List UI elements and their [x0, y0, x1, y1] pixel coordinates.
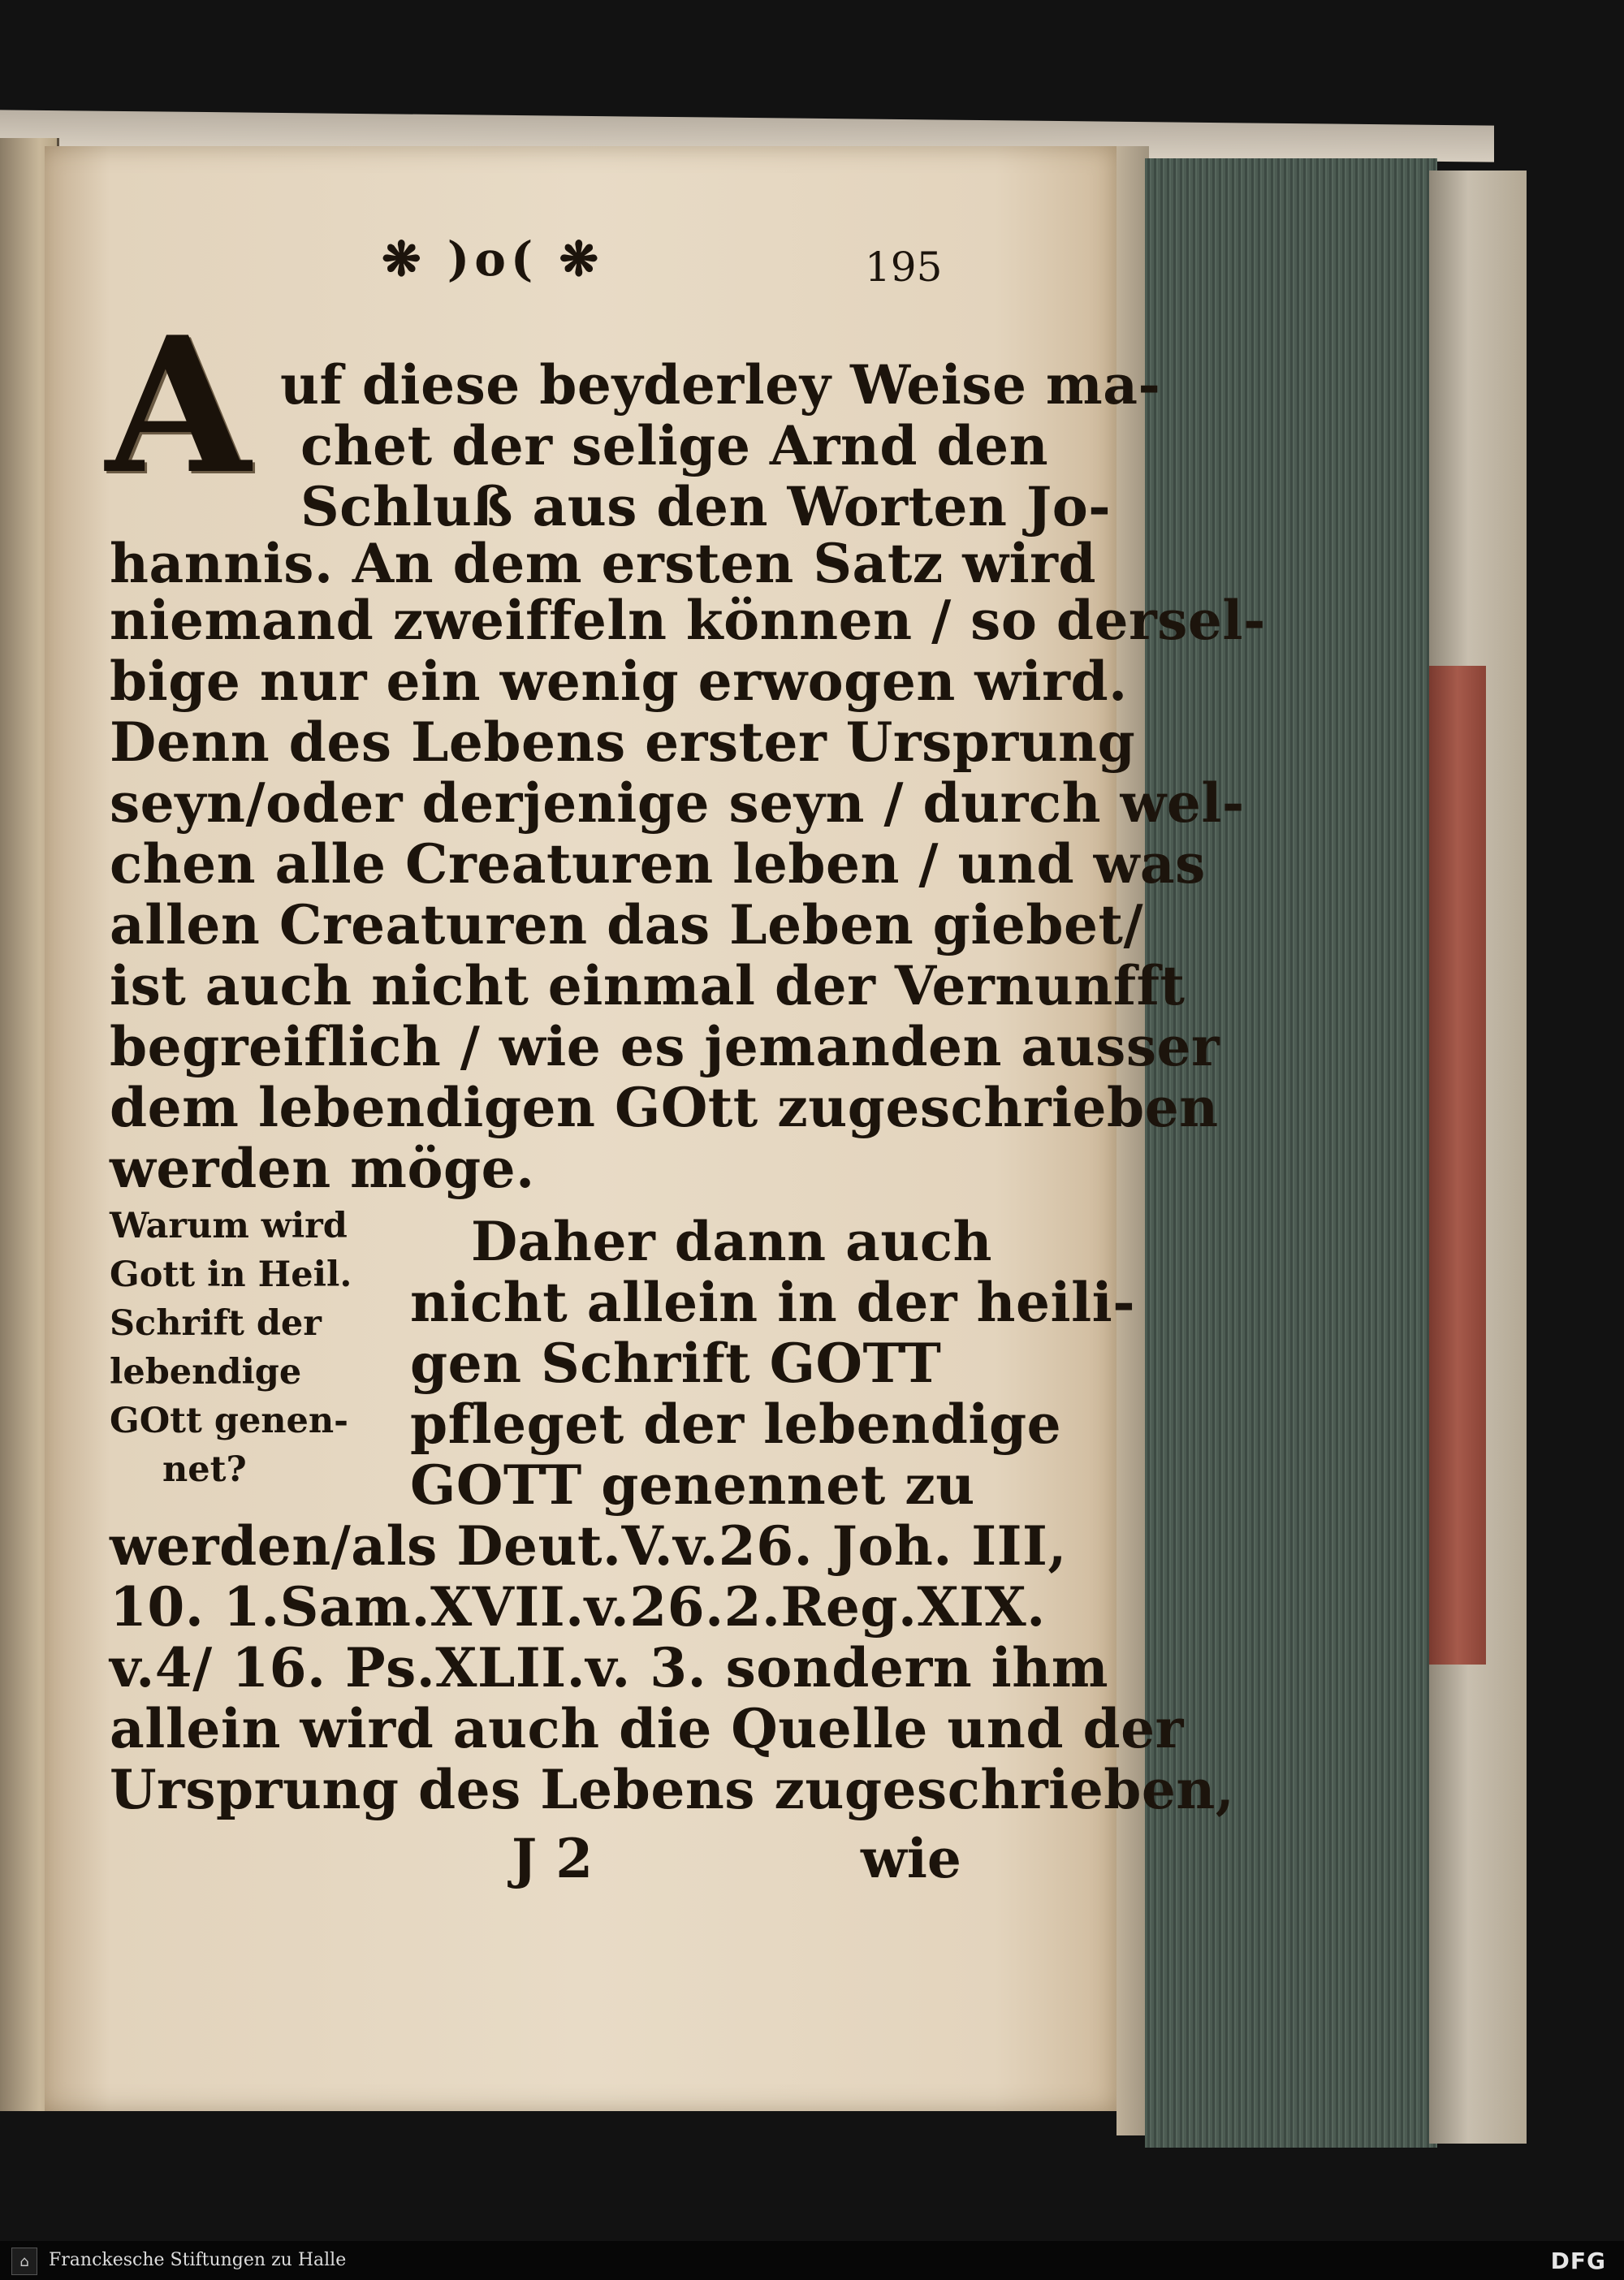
text-line: werden/als Deut.V.v.26. Joh. III, [110, 1514, 1067, 1578]
text-line: niemand zweiffeln können / so dersel- [110, 589, 1266, 652]
text-line: chet der selige Arnd den [300, 414, 1049, 477]
text-line: pfleget der lebendige [410, 1393, 1062, 1456]
margin-note-line: Gott in Heil. [110, 1254, 352, 1295]
margin-note-line: Schrift der [110, 1303, 322, 1344]
margin-note-line: net? [162, 1449, 247, 1490]
page-gutter-edge [1116, 146, 1149, 2135]
margin-note-line: Warum wird [110, 1206, 348, 1246]
text-line: uf diese beyderley Weise ma- [280, 353, 1161, 417]
institution-name: Franckesche Stiftungen zu Halle [49, 2250, 347, 2270]
text-line: ist auch nicht einmal der Vernunfft [110, 954, 1186, 1017]
text-line: dem lebendigen GOtt zugeschrieben [110, 1076, 1219, 1139]
text-line: chen alle Creaturen leben / und was [110, 832, 1206, 896]
viewer-footer [0, 2241, 1624, 2280]
text-line: allein wird auch die Quelle und der [110, 1697, 1184, 1760]
text-line: Schluß aus den Worten Jo- [300, 475, 1112, 538]
text-line: GOTT genennet zu [410, 1453, 975, 1517]
signature-mark: J 2 [512, 1827, 594, 1890]
text-block-edges [1145, 158, 1437, 2148]
margin-note-line: GOtt genen- [110, 1401, 349, 1441]
drop-cap: A [106, 296, 251, 516]
page-number: 195 [865, 244, 943, 291]
text-line: v.4/ 16. Ps.XLII.v. 3. sondern ihm [110, 1636, 1109, 1699]
francke-foundation-logo-icon: ⌂ [11, 2248, 37, 2275]
text-line: werden möge. [110, 1137, 535, 1200]
margin-note-line: lebendige [110, 1352, 302, 1393]
text-line: Denn des Lebens erster Ursprung [110, 710, 1136, 774]
page-header-ornament: ❋ )o( ❋ [382, 231, 604, 287]
text-line: begreiflich / wie es jemanden ausser [110, 1015, 1220, 1078]
text-line: bige nur ein wenig erwogen wird. [110, 650, 1128, 713]
catchword: wie [861, 1827, 961, 1890]
text-line: 10. 1.Sam.XVII.v.26.2.Reg.XIX. [110, 1575, 1046, 1639]
text-line: allen Creaturen das Leben giebet/ [110, 893, 1144, 956]
text-line: seyn/oder derjenige seyn / durch wel- [110, 771, 1245, 835]
text-line: Ursprung des Lebens zugeschrieben, [110, 1758, 1235, 1821]
text-line: Daher dann auch [471, 1210, 993, 1273]
cover-red-leather [1429, 666, 1486, 1665]
text-line: nicht allein in der heili- [410, 1271, 1136, 1334]
text-line: hannis. An dem ersten Satz wird [110, 532, 1097, 595]
dfg-logo: DFG [1550, 2248, 1606, 2274]
text-line: gen Schrift GOTT [410, 1332, 942, 1395]
